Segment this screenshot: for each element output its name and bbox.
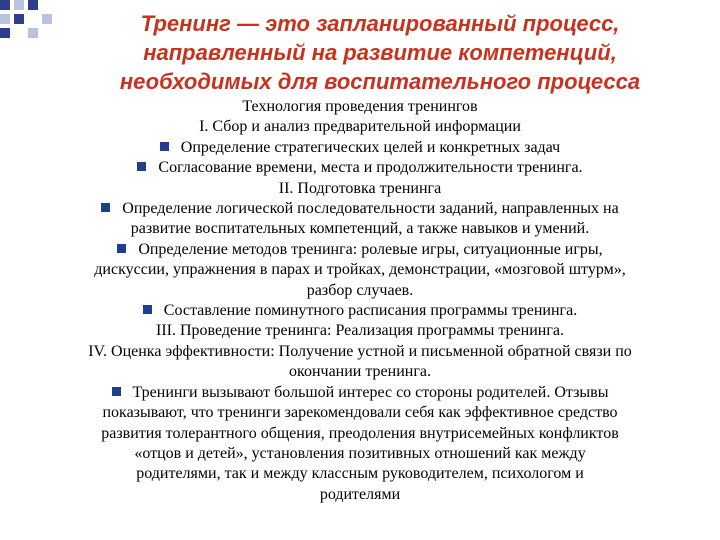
text-line [10,179,710,199]
line-text: Согласование времени, места и продолжительности тренинга. [158,159,583,177]
paragraph [10,342,710,383]
line-text: дискуссии, упражнения в парах и тройках, демонстрации, «мозговой штурм», [94,261,626,279]
line-text: «отцов и детей», установления позитивных отношений как между [134,444,586,462]
bullet-paragraph [10,138,710,158]
text-line [10,158,710,178]
deco-square-dark [0,0,10,10]
square-bullet-icon [143,305,152,314]
title-line: направленный на развитие компетенций, [143,40,617,65]
text-line [10,281,710,301]
square-bullet-icon [137,162,146,171]
line-text: Технология проведения тренингов [242,98,478,115]
deco-square-light [0,14,10,24]
text-line [10,219,710,239]
line-text: родителями [319,485,401,503]
square-bullet-icon [101,203,110,212]
square-bullet-icon [117,244,126,253]
line-text: развитие воспитательных компетенций, а также навыков и умений. [130,220,590,238]
text-line [10,301,710,321]
deco-square-light [14,0,24,10]
text-line [10,199,710,219]
text-line [10,424,710,444]
decorative-squares [0,0,70,44]
slide-body [10,97,710,505]
text-line [10,444,710,464]
bullet-paragraph [10,158,710,178]
text-line [10,464,710,484]
deco-square-light [28,28,38,38]
line-text: показывают, что тренинги зарекомендовали себя как эффективное средство [102,404,618,422]
line-text: II. Подготовка тренинга [278,179,442,197]
text-line [10,321,710,341]
text-line [10,485,710,505]
deco-square-dark [28,0,38,10]
line-text: развития толерантного общения, преодоления внутрисемейных конфликтов [101,424,619,442]
line-text: Определение логической последовательности заданий, направленных на [122,200,619,218]
bullet-paragraph [10,240,710,301]
line-text: разбор случаев. [306,281,414,299]
line-text: окончании тренинга. [289,363,431,381]
slide-title [80,9,680,96]
deco-square-dark [14,14,24,24]
paragraph [10,179,710,199]
text-line [10,403,710,423]
deco-square-light [42,14,52,24]
line-text: IV. Оценка эффективности: Получение устной и письменной обратной связи по [88,342,632,360]
title-line: Тренинг — это запланированный процесс, [140,11,620,36]
text-line [10,138,710,158]
text-line [10,260,710,280]
paragraph [10,321,710,341]
line-text: III. Проведение тренинга: Реализация программы тренинга. [156,322,564,340]
text-line [10,97,710,117]
text-line [10,117,710,137]
bullet-paragraph [10,383,710,505]
title-line: необходимых для воспитательного процесса [119,69,641,94]
bullet-paragraph [10,199,710,240]
text-line [10,383,710,403]
square-bullet-icon [112,387,121,396]
paragraph [10,117,710,137]
paragraph [10,97,710,117]
line-text: Тренинги вызывают большой интерес со стороны родителей. Отзывы [132,383,609,401]
text-line [10,342,710,362]
text-line [10,240,710,260]
line-text: I. Сбор и анализ предварительной информации [199,118,521,136]
line-text: Составление поминутного расписания программы тренинга. [163,302,578,320]
deco-square-dark [0,28,10,38]
line-text: родителями, так и между классным руководителем, психологом и [136,465,584,483]
line-text: Определение методов тренинга: ролевые игры, ситуационные игры, [138,240,603,258]
square-bullet-icon [160,142,169,151]
text-line [10,362,710,382]
line-text: Определение стратегических целей и конкретных задач [180,138,561,156]
bullet-paragraph [10,301,710,321]
